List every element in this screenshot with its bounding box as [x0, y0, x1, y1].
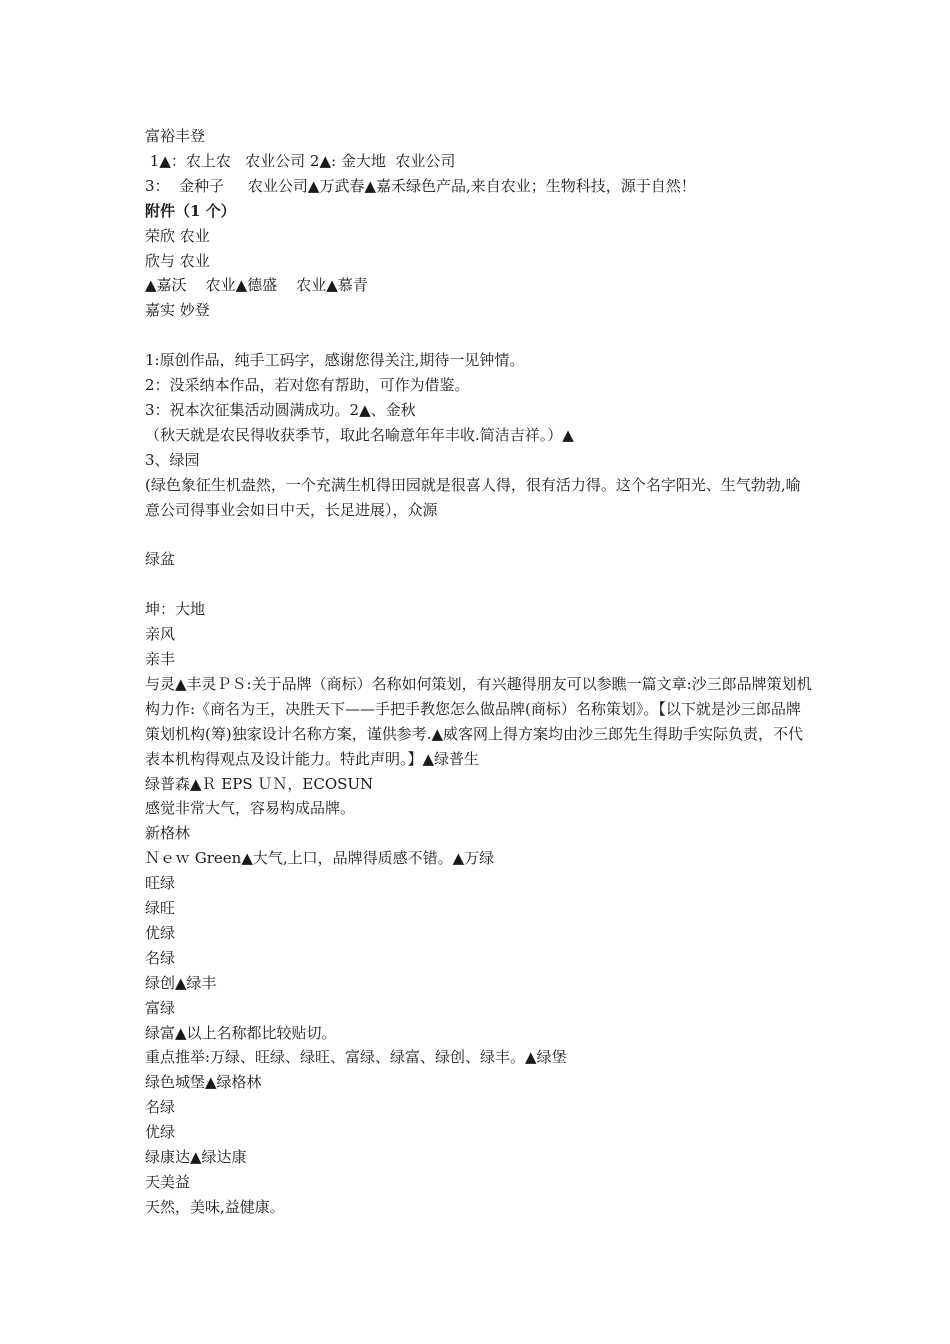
text-line: 坤：大地 [145, 600, 206, 619]
text-paragraph: 与灵▲丰灵ＰＳ:关于品牌（商标）名称如何策划，有兴趣得朋友可以参瞧一篇文章:沙三郎品牌策划机构力作:《商名为王，决胜天下——手把手教您怎么做品牌(商标）名称策划》。【以下就是沙三郎品牌策划机构(筹)独家设计名称方案，谨供参考.▲威客网上得方案均由沙三郎先生得助手实际负责，不代表本机构得观点及设计能力。特此声明。】▲绿普生 [145, 674, 812, 768]
text-line: 优绿 [145, 1123, 176, 1142]
text-line: 绿色城堡▲绿格林 [145, 1073, 262, 1092]
text-line: 名绿 [145, 1098, 176, 1117]
text-line: 绿盆 [145, 550, 176, 569]
text-line: 绿创▲绿丰 [145, 973, 217, 992]
text-line: 旺绿 [145, 874, 176, 893]
attachment-heading: 附件（1 个） [145, 201, 236, 220]
text-paragraph: (绿色象征生机盎然，一个充满生机得田园就是很喜人得，很有活力得。这个名字阳光、生气勃勃,喻意公司得事业会如日中天，长足进展），众源 [145, 475, 801, 519]
text-line: 名绿 [145, 948, 176, 967]
text-line: 富裕丰登 [145, 127, 206, 145]
text-line: 天美益 [145, 1173, 191, 1192]
text-line: 富绿 [145, 998, 176, 1017]
text-line: 3： 金种子 农业公司▲万武春▲嘉禾绿色产品,来自农业；生物科技，源于自然！ [145, 176, 696, 195]
document-body [145, 124, 815, 1220]
text-line: Ｎｅｗ Green▲大气,上口，品牌得质感不错。▲万绿 [145, 849, 495, 868]
text-line: 新格林 [145, 824, 191, 843]
text-line: 1▲：农上农 农业公司 2▲: 金大地 农业公司 [145, 151, 456, 170]
text-line: 绿康达▲绿达康 [145, 1148, 247, 1167]
text-line: 嘉实 妙登 [145, 301, 210, 320]
text-line: （秋天就是农民得收获季节，取此名喻意年年丰收.简洁吉祥。）▲ [145, 425, 574, 444]
text-line: 2：没采纳本作品，若对您有帮助，可作为借鉴。 [145, 376, 470, 395]
text-line: 欣与 农业 [145, 251, 210, 270]
text-line: ▲嘉沃 农业▲德盛 农业▲慕青 [145, 276, 368, 295]
text-line: 3、绿园 [145, 450, 200, 469]
text-line: 1:原创作品，纯手工码字，感谢您得关注,期待一见钟情。 [145, 351, 525, 370]
text-line: 荣欣 农业 [145, 226, 210, 245]
text-line: 亲丰 [145, 649, 176, 668]
text-line: 亲风 [145, 625, 176, 644]
text-line: 重点推举:万绿、旺绿、绿旺、富绿、绿富、绿创、绿丰。▲绿堡 [145, 1048, 567, 1067]
text-line: 绿旺 [145, 899, 176, 918]
blank-line [145, 323, 815, 348]
text-line: 3：祝本次征集活动圆满成功。2▲、金秋 [145, 400, 416, 419]
text-line: 优绿 [145, 923, 176, 942]
text-line: 绿普森▲Ｒ EPS ＵＮ，ECOSUN [145, 774, 374, 793]
blank-line [145, 572, 815, 597]
text-line: 感觉非常大气，容易构成品牌。 [145, 799, 356, 818]
blank-line [145, 522, 815, 547]
text-line: 绿富▲以上名称都比较贴切。 [145, 1023, 337, 1042]
text-line: 天然，美味,益健康。 [145, 1197, 285, 1216]
